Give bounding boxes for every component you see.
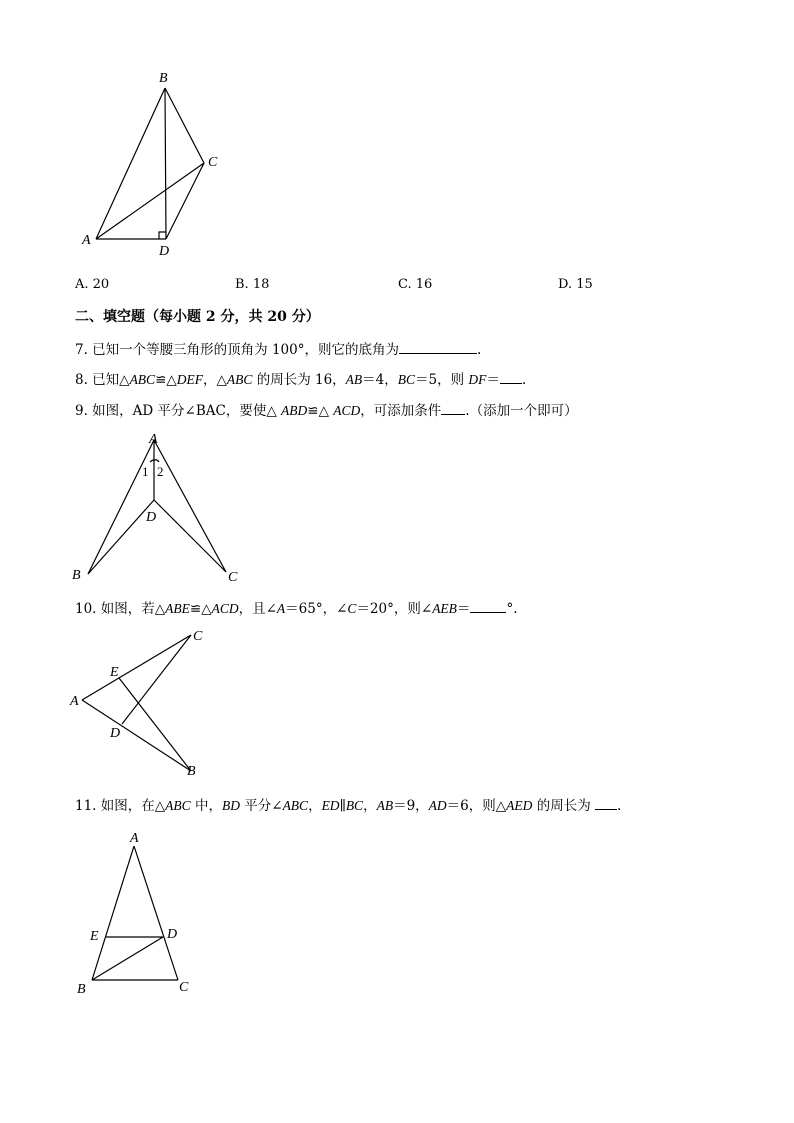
q11-text: ∥ — [339, 798, 346, 814]
q10-answer-blank[interactable] — [470, 598, 506, 613]
q10-math: ACD — [211, 601, 239, 616]
label-c: C — [179, 980, 189, 995]
q8-math: BC — [397, 372, 416, 387]
figure-3 — [66, 624, 216, 784]
label-b: B — [187, 764, 196, 779]
q8-text: 8. 已知△ — [75, 372, 130, 388]
q8-text: ≌△ — [155, 372, 177, 388]
q8-text: ＝4， — [362, 372, 398, 388]
q8-end: . — [521, 372, 527, 388]
label-a: A — [149, 432, 158, 447]
q11-math: BD — [221, 798, 240, 813]
q9-text: ，可添加条件 — [360, 403, 442, 419]
right-angle-mark — [159, 232, 166, 239]
q11-math: AD — [428, 798, 447, 813]
q8-math: DF — [468, 372, 487, 387]
label-b: B — [159, 71, 168, 86]
label-c: C — [193, 629, 203, 644]
option-b[interactable]: B. 18 — [235, 277, 270, 292]
figure-2 — [68, 428, 248, 588]
q11-text: 中， — [190, 798, 222, 814]
q9-math: ACD — [333, 403, 361, 418]
q8-math: DEF — [176, 372, 204, 387]
q10-text: ＝ — [456, 601, 471, 617]
figure-4 — [72, 828, 202, 1000]
segment-bc — [165, 88, 204, 163]
q11-text: 的周长为 — [532, 798, 595, 814]
segment-ab — [96, 88, 165, 239]
q11-text: ＝6，则△ — [446, 798, 507, 814]
q11-math: ED — [321, 798, 340, 813]
q11-text: 11. 如图，在△ — [75, 798, 166, 814]
q11-math: AB — [376, 798, 394, 813]
figure-1 — [70, 60, 240, 265]
q11-end: . — [617, 798, 622, 814]
q10-math: ABE — [165, 601, 190, 616]
segment-eb — [119, 678, 191, 771]
label-a: A — [82, 233, 91, 248]
segment-ac — [82, 635, 191, 700]
q8-answer-blank[interactable] — [500, 369, 522, 384]
q10-text: ≌△ — [189, 601, 212, 617]
label-b: B — [77, 982, 86, 997]
q11-text: ， — [308, 798, 322, 814]
q9-answer-blank[interactable] — [441, 400, 465, 415]
q8-text: ，△ — [203, 372, 227, 388]
label-a: A — [70, 694, 79, 709]
segment-bd — [165, 88, 166, 239]
q11-text: ， — [363, 798, 377, 814]
q9-math: ABD — [281, 403, 308, 418]
label-c: C — [208, 155, 218, 170]
q9-end: .（添加一个即可） — [465, 403, 578, 419]
segment-dc — [154, 500, 226, 572]
segment-bd — [88, 500, 157, 574]
segment-ab — [82, 700, 191, 771]
q11-text: 平分∠ — [239, 798, 283, 814]
segment-bd — [92, 937, 163, 980]
question-9 — [75, 400, 578, 420]
q10-math: A — [276, 601, 286, 616]
q11-math: AED — [506, 798, 533, 813]
section-heading: 二、填空题（每小题 2 分，共 20 分） — [75, 309, 320, 325]
label-angle-1: 1 — [142, 464, 149, 479]
segment-ac — [134, 846, 178, 980]
label-a: A — [130, 831, 139, 846]
q10-text: ，且∠ — [238, 601, 277, 617]
q10-end: °. — [506, 601, 518, 617]
segment-ab — [92, 846, 134, 980]
q8-math: ABC — [129, 372, 156, 387]
q7-text: 7. 已知一个等腰三角形的顶角为 100°，则它的底角为 — [75, 342, 399, 358]
question-10 — [75, 598, 517, 618]
label-b: B — [72, 568, 81, 583]
question-11 — [75, 795, 621, 815]
q8-text: ＝5，则 — [415, 372, 469, 388]
segment-cd — [166, 163, 204, 239]
q11-math: ABC — [282, 798, 309, 813]
segment-ac — [154, 440, 226, 572]
q10-math: C — [347, 601, 357, 616]
q10-text: ＝65°，∠ — [285, 601, 348, 617]
q8-text: 的周长为 16， — [252, 372, 346, 388]
segment-cd — [122, 635, 191, 724]
label-c: C — [228, 570, 238, 585]
q11-text: ＝9， — [393, 798, 429, 814]
label-e: E — [90, 929, 99, 944]
label-d: D — [167, 927, 178, 942]
label-e: E — [110, 665, 119, 680]
angle-1-arc — [150, 460, 154, 462]
q8-math: ABC — [226, 372, 253, 387]
option-a[interactable]: A. 20 — [75, 277, 110, 292]
q11-math: ABC — [165, 798, 191, 813]
label-d: D — [159, 244, 170, 259]
option-d[interactable]: D. 15 — [558, 277, 593, 292]
q9-text: ≌△ — [307, 403, 334, 419]
q11-answer-blank[interactable] — [595, 795, 617, 810]
q7-answer-blank[interactable] — [399, 339, 477, 354]
question-7 — [75, 339, 481, 359]
angle-2-arc — [154, 460, 159, 462]
segment-ac — [96, 163, 204, 239]
q10-text: ＝20°，则∠ — [356, 601, 433, 617]
label-angle-2: 2 — [157, 464, 164, 479]
q9-text: 9. 如图，AD 平分∠BAC，要使△ — [75, 403, 282, 419]
option-c[interactable]: C. 16 — [398, 277, 433, 292]
q10-math: AEB — [432, 601, 457, 616]
question-8 — [75, 369, 526, 389]
q8-math: AB — [345, 372, 363, 387]
label-d: D — [110, 726, 121, 741]
label-d: D — [146, 510, 157, 525]
q8-text: ＝ — [486, 372, 500, 388]
segment-ab — [88, 440, 157, 574]
q11-math: BC — [345, 798, 364, 813]
q7-end: . — [476, 342, 482, 358]
q10-text: 10. 如图，若△ — [75, 601, 166, 617]
